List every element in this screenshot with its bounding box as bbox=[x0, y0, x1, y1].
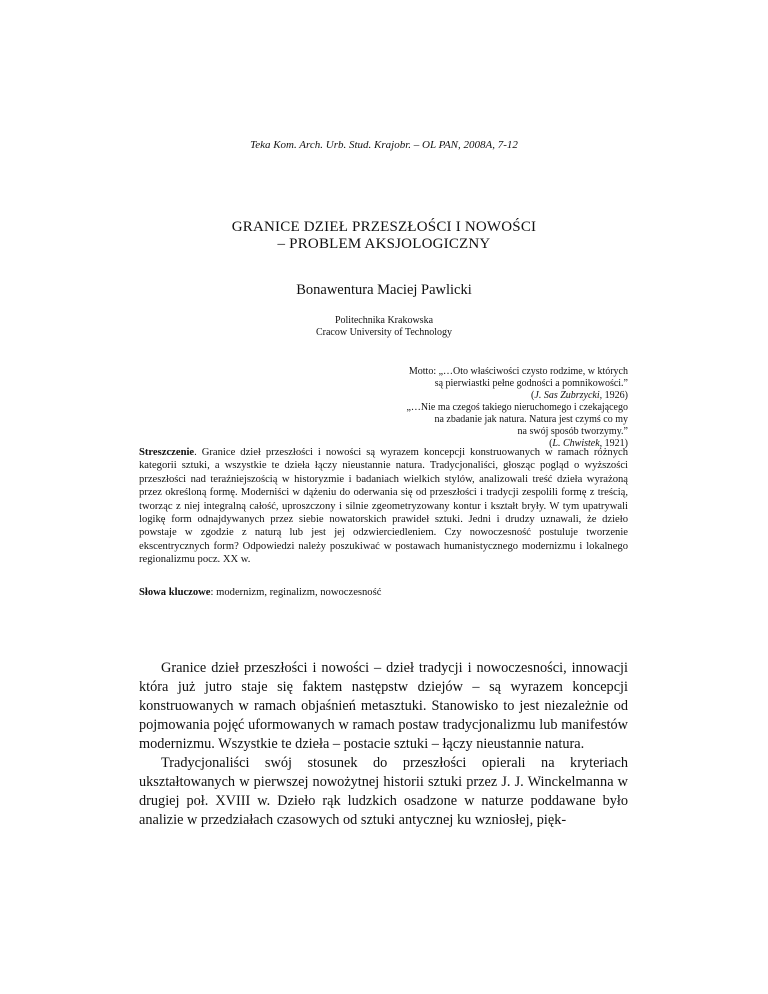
motto-citation: (L. Chwistek, 1921) bbox=[549, 438, 628, 449]
citation-year: 1921) bbox=[604, 438, 628, 449]
motto-line: „…Nie ma czegoś takiego nieruchomego i czekającego bbox=[406, 402, 628, 413]
body-paragraph: Tradycjonaliści swój stosunek do przeszłości opierali na kryteriach ukształtowanych w pierwszej nowożytnej historii sztuki przez J. J. Winckelmanna w drugiej poł. XVIII w. Dzieło rąk ludzkich osadzone w naturze poddawane było analizie w przedziałach czasowych od sztuki antycznej ku wzniosłej, pięk- bbox=[139, 755, 628, 828]
affiliation-polish: Politechnika Krakowska bbox=[334, 315, 434, 326]
motto-line: na zbadanie jak natura. Natura jest czymś co my bbox=[434, 414, 628, 425]
citation-year: 1926) bbox=[604, 390, 628, 401]
motto-citation: (J. Sas Zubrzycki, 1926) bbox=[531, 390, 628, 401]
motto-line: na swój sposób tworzymy.” bbox=[517, 426, 628, 437]
citation-author: J. Sas Zubrzycki, bbox=[534, 390, 603, 401]
title-line-1: GRANICE DZIEŁ PRZESZŁOŚCI I NOWOŚCI bbox=[231, 219, 537, 235]
body-paragraph: Granice dzieł przeszłości i nowości – dzieł tradycji i nowoczesności, innowacji która już jutro staje się faktem następstw dziejów – są wyrazem koncepcji konstruowanych w ramach objaśnień metasztuki. Stanowisko to jest niezależnie od pojmowania pojęć uformowanych w ramach postaw tradycjonalizmu lub manifestów modernizmu. Wszystkie te dzieła – postacie sztuki – łączy nieustannie natura. bbox=[139, 660, 628, 752]
keywords bbox=[139, 587, 628, 598]
abstract-text: . Granice dzieł przeszłości i nowości są wyrazem koncepcji konstruowanych w ramach różnych kategorii sztuki, a wszystkie te dzieła łączy nieustannie natura. Tradycjonaliści, głosząc pogląd o wyższości przeszłości nad teraźniejszością w historyzmie i badaniach wielkich stylów, analizowali treść dzieła wyrażoną przez określoną formę. Moderniści w dążeniu do oderwania się od przeszłości i tradycji zespolili formę z treścią, tworząc z niej integralną całość, uproszczony i silnie zgeometryzowany kontur i kształt bryły. W tym upatrywali logikę form odnajdywanych przez siebie nowatorskich prawideł sztuki. Jedni i drudzy uznawali, że dzieło powstaje w zgodzie z naturą lub jest jej odzwierciedleniem. Czy nowoczesność postuluje tworzenie ekscentrycznych form? Odpowiedzi należy poszukiwać w postawach humanistycznego modernizmu i lokalnego regionalizmu pocz. XX w. bbox=[139, 447, 628, 566]
affiliation bbox=[0, 315, 768, 339]
abstract bbox=[139, 446, 628, 567]
abstract-label: Streszczenie bbox=[139, 447, 195, 458]
motto-line: Motto: „…Oto właściwości czysto rodzime, w których bbox=[408, 366, 628, 377]
affiliation-english: Cracow University of Technology bbox=[315, 327, 453, 338]
journal-reference: Teka Kom. Arch. Urb. Stud. Krajobr. – OL PAN, 2008A, 7-12 bbox=[250, 139, 518, 151]
keywords-label: Słowa kluczowe bbox=[139, 587, 211, 598]
motto bbox=[298, 366, 628, 450]
paper-title bbox=[0, 219, 768, 253]
motto-line: są pierwiastki pełne godności a pomnikowości.” bbox=[434, 378, 628, 389]
title-line-2: – PROBLEM AKSJOLOGICZNY bbox=[277, 236, 491, 252]
author-name: Bonawentura Maciej Pawlicki bbox=[296, 282, 472, 298]
citation-author: L. Chwistek, bbox=[552, 438, 603, 449]
keywords-text: : modernizm, reginalizm, nowoczesność bbox=[210, 587, 382, 598]
body-text bbox=[139, 659, 628, 830]
